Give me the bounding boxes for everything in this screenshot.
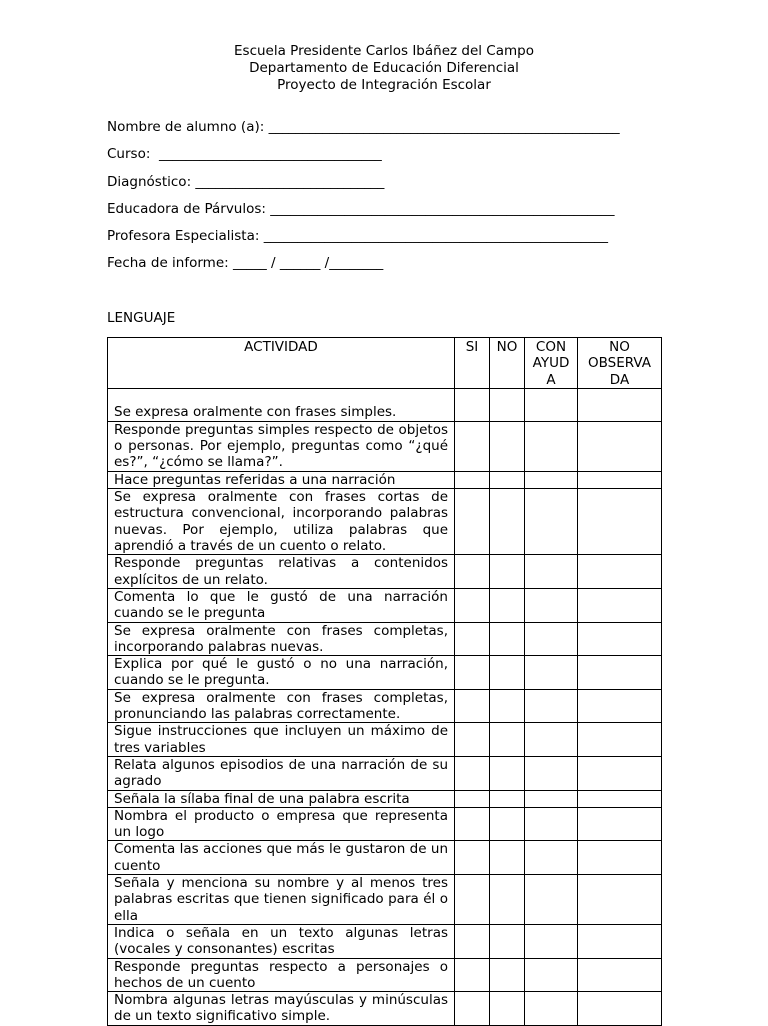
checkbox-cell-con-ayuda[interactable]: [525, 841, 578, 875]
project-name: Proyecto de Integración Escolar: [277, 77, 491, 93]
header-no-observada: NO OBSERVA DA: [578, 338, 662, 389]
checkbox-cell-no-observada[interactable]: [578, 756, 662, 790]
checkbox-cell-si[interactable]: [455, 622, 490, 656]
checkbox-cell-no[interactable]: [490, 689, 525, 723]
header-si: SI: [455, 338, 490, 389]
checkbox-cell-si[interactable]: [455, 588, 490, 622]
table-row: [108, 756, 662, 790]
checkbox-cell-con-ayuda[interactable]: [525, 588, 578, 622]
checkbox-cell-con-ayuda[interactable]: [525, 992, 578, 1026]
checkbox-cell-con-ayuda[interactable]: [525, 689, 578, 723]
checkbox-cell-no[interactable]: [490, 790, 525, 807]
checkbox-cell-no-observada[interactable]: [578, 924, 662, 958]
student-name-field[interactable]: Nombre de alumno (a): ____________________________________________________: [107, 119, 620, 135]
checkbox-cell-con-ayuda[interactable]: [525, 723, 578, 757]
table-row: [108, 588, 662, 622]
activity-cell: Se expresa oralmente con frases cortas de estructura convencional, incorporando palabras nuevas. Por ejemplo, utiliza palabras que aprendió a través de un cuento o relato.: [108, 489, 455, 555]
checkbox-cell-no[interactable]: [490, 388, 525, 421]
checkbox-cell-no[interactable]: [490, 471, 525, 488]
activity-cell: Responde preguntas relativas a contenidos explícitos de un relato.: [108, 555, 455, 589]
checkbox-cell-con-ayuda[interactable]: [525, 656, 578, 690]
school-name: Escuela Presidente Carlos Ibáñez del Campo: [234, 43, 534, 59]
checkbox-cell-no[interactable]: [490, 656, 525, 690]
activity-cell: Señala y menciona su nombre y al menos tres palabras escritas que tienen significado para él o ella: [108, 875, 455, 925]
activity-cell: Explica por qué le gustó o no una narración, cuando se le pregunta.: [108, 656, 455, 690]
activity-cell: Se expresa oralmente con frases simples.: [108, 388, 455, 421]
checkbox-cell-si[interactable]: [455, 388, 490, 421]
activity-cell: Hace preguntas referidas a una narración: [108, 471, 455, 488]
checkbox-cell-no-observada[interactable]: [578, 622, 662, 656]
table-row: [108, 622, 662, 656]
checkbox-cell-con-ayuda[interactable]: [525, 924, 578, 958]
evaluation-table: [107, 337, 662, 1026]
table-row: [108, 421, 662, 471]
activity-cell: Señala la sílaba final de una palabra escrita: [108, 790, 455, 807]
activity-cell: Nombra el producto o empresa que representa un logo: [108, 807, 455, 841]
table-row: [108, 807, 662, 841]
table-row: [108, 489, 662, 555]
checkbox-cell-no-observada[interactable]: [578, 992, 662, 1026]
checkbox-cell-si[interactable]: [455, 841, 490, 875]
checkbox-cell-con-ayuda[interactable]: [525, 790, 578, 807]
activity-cell: Se expresa oralmente con frases completas, incorporando palabras nuevas.: [108, 622, 455, 656]
checkbox-cell-si[interactable]: [455, 958, 490, 992]
checkbox-cell-no-observada[interactable]: [578, 421, 662, 471]
checkbox-cell-no[interactable]: [490, 841, 525, 875]
checkbox-cell-no-observada[interactable]: [578, 555, 662, 589]
table-row: [108, 992, 662, 1026]
checkbox-cell-si[interactable]: [455, 807, 490, 841]
checkbox-cell-no[interactable]: [490, 924, 525, 958]
course-field[interactable]: Curso: _________________________________: [107, 146, 382, 163]
checkbox-cell-con-ayuda[interactable]: [525, 421, 578, 471]
checkbox-cell-no[interactable]: [490, 421, 525, 471]
header-no: NO: [490, 338, 525, 389]
checkbox-cell-no[interactable]: [490, 489, 525, 555]
checkbox-cell-si[interactable]: [455, 555, 490, 589]
checkbox-cell-no[interactable]: [490, 622, 525, 656]
specialist-field[interactable]: Profesora Especialista: ___________________________________________________: [107, 228, 608, 245]
educator-field[interactable]: Educadora de Párvulos: ___________________________________________________: [107, 200, 615, 217]
header-con-ayuda: CON AYUD A: [525, 338, 578, 389]
checkbox-cell-si[interactable]: [455, 875, 490, 925]
checkbox-cell-si[interactable]: [455, 471, 490, 488]
report-date-field[interactable]: Fecha de informe: _____ / ______ /________: [107, 255, 384, 272]
header-actividad: ACTIVIDAD: [108, 338, 455, 389]
diagnosis-field[interactable]: Diagnóstico: ____________________________: [107, 173, 385, 190]
checkbox-cell-si[interactable]: [455, 689, 490, 723]
table-row: [108, 388, 662, 421]
checkbox-cell-no-observada[interactable]: [578, 588, 662, 622]
activity-cell: Indica o señala en un texto algunas letras (vocales y consonantes) escritas: [108, 924, 455, 958]
checkbox-cell-no-observada[interactable]: [578, 656, 662, 690]
checkbox-cell-no-observada[interactable]: [578, 958, 662, 992]
checkbox-cell-no[interactable]: [490, 958, 525, 992]
checkbox-cell-si[interactable]: [455, 756, 490, 790]
checkbox-cell-no[interactable]: [490, 807, 525, 841]
table-row: [108, 924, 662, 958]
checkbox-cell-no-observada[interactable]: [578, 689, 662, 723]
checkbox-cell-no[interactable]: [490, 992, 525, 1026]
checkbox-cell-con-ayuda[interactable]: [525, 471, 578, 488]
table-row: [108, 723, 662, 757]
activity-cell: Responde preguntas respecto a personajes o hechos de un cuento: [108, 958, 455, 992]
checkbox-cell-no[interactable]: [490, 588, 525, 622]
table-row: [108, 958, 662, 992]
table-header-row: [108, 338, 662, 389]
table-row: [108, 689, 662, 723]
checkbox-cell-si[interactable]: [455, 489, 490, 555]
checkbox-cell-no-observada[interactable]: [578, 875, 662, 925]
checkbox-cell-con-ayuda[interactable]: [525, 875, 578, 925]
checkbox-cell-con-ayuda[interactable]: [525, 756, 578, 790]
department-name: Departamento de Educación Diferencial: [249, 60, 519, 76]
checkbox-cell-no-observada[interactable]: [578, 489, 662, 555]
checkbox-cell-no[interactable]: [490, 756, 525, 790]
activity-cell: Responde preguntas simples respecto de objetos o personas. Por ejemplo, preguntas como “¿qué es?”, “¿cómo se llama?”.: [108, 421, 455, 471]
table-row: [108, 841, 662, 875]
checkbox-cell-no-observada[interactable]: [578, 807, 662, 841]
table-row: [108, 471, 662, 488]
table-row: [108, 555, 662, 589]
document-header: [0, 43, 768, 94]
checkbox-cell-no[interactable]: [490, 555, 525, 589]
checkbox-cell-si[interactable]: [455, 924, 490, 958]
checkbox-cell-no-observada[interactable]: [578, 841, 662, 875]
checkbox-cell-con-ayuda[interactable]: [525, 555, 578, 589]
checkbox-cell-con-ayuda[interactable]: [525, 489, 578, 555]
checkbox-cell-no[interactable]: [490, 723, 525, 757]
checkbox-cell-si[interactable]: [455, 790, 490, 807]
student-info-fields: [107, 119, 667, 283]
checkbox-cell-no-observada[interactable]: [578, 790, 662, 807]
checkbox-cell-con-ayuda[interactable]: [525, 807, 578, 841]
checkbox-cell-con-ayuda[interactable]: [525, 622, 578, 656]
table-row: [108, 875, 662, 925]
table-row: [108, 790, 662, 807]
checkbox-cell-con-ayuda[interactable]: [525, 388, 578, 421]
checkbox-cell-no-observada[interactable]: [578, 723, 662, 757]
activity-cell: Sigue instrucciones que incluyen un máximo de tres variables: [108, 723, 455, 757]
activity-cell: Relata algunos episodios de una narración de su agrado: [108, 756, 455, 790]
checkbox-cell-no-observada[interactable]: [578, 388, 662, 421]
checkbox-cell-no-observada[interactable]: [578, 471, 662, 488]
checkbox-cell-no[interactable]: [490, 875, 525, 925]
activity-cell: Comenta las acciones que más le gustaron de un cuento: [108, 841, 455, 875]
checkbox-cell-si[interactable]: [455, 723, 490, 757]
checkbox-cell-con-ayuda[interactable]: [525, 958, 578, 992]
checkbox-cell-si[interactable]: [455, 421, 490, 471]
checkbox-cell-si[interactable]: [455, 992, 490, 1026]
activity-cell: Se expresa oralmente con frases completas, pronunciando las palabras correctamente.: [108, 689, 455, 723]
activity-cell: Comenta lo que le gustó de una narración cuando se le pregunta: [108, 588, 455, 622]
table-row: [108, 656, 662, 690]
activity-cell: Nombra algunas letras mayúsculas y minúsculas de un texto significativo simple.: [108, 992, 455, 1026]
checkbox-cell-si[interactable]: [455, 656, 490, 690]
section-title: LENGUAJE: [107, 310, 176, 326]
